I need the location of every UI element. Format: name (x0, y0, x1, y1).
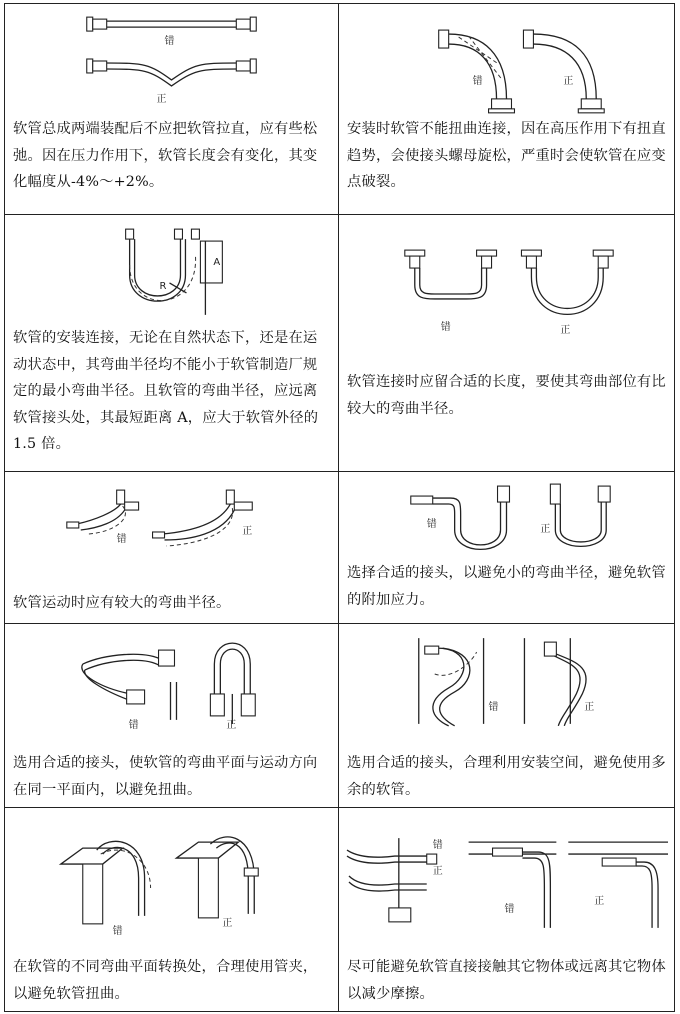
label-a: A (213, 257, 221, 269)
cell-text: 选用合适的接头，合理利用安装空间，避免使用多余的软管。 (347, 755, 666, 798)
label-wrong: 错 (112, 925, 123, 937)
cell-twist (339, 4, 675, 215)
slack-hose-figure (5, 4, 338, 116)
excess-hose-wrong (419, 638, 484, 726)
hose-clamp-figure (5, 808, 338, 948)
cell-space (339, 624, 675, 808)
mid-fitting (174, 229, 182, 239)
label-wrong: 错 (164, 36, 175, 48)
label-r: R (159, 280, 167, 292)
cell-clamp (5, 808, 339, 1012)
hose-length-figure (339, 215, 674, 355)
no-clamp-wrong (61, 841, 151, 924)
label-right: 正 (242, 525, 253, 537)
cell-text: 选择合适的接头，以避免小的弯曲半径，避免软管的附加应力。 (347, 565, 666, 608)
cell-text: 在软管的不同弯曲平面转换处，合理使用管夹，以避免软管扭曲。 (13, 959, 318, 1002)
large-radius-right (153, 490, 253, 546)
label-right-a: 正 (432, 866, 443, 878)
cell-text: 软管总成两端装配后不应把软管拉直，应有些松弛。因在压力作用下，软管长度会有变化，其变化幅度从-4%～+2%。 (13, 121, 318, 190)
label-right: 正 (584, 701, 595, 713)
cell-bend-plane (5, 624, 339, 808)
cell-friction (339, 808, 675, 1012)
small-radius-wrong (67, 490, 139, 534)
fitting-radius-figure (339, 472, 674, 560)
cell-length (339, 215, 675, 472)
install-space-figure (339, 624, 674, 738)
motion-radius-figure (5, 472, 338, 580)
aligned-plane-right (210, 643, 255, 724)
compact-hose-right (524, 638, 586, 726)
label-right-b: 正 (594, 895, 605, 907)
label-wrong-a: 错 (432, 840, 443, 852)
label-right: 正 (222, 917, 233, 929)
taut-hose-wrong (87, 17, 256, 31)
cell-text: 软管连接时应留合适的长度，要使其弯曲部位有比较大的弯曲半径。 (347, 374, 666, 417)
label-right: 正 (156, 93, 167, 105)
label-right: 正 (560, 324, 571, 336)
valve-hoses (347, 838, 437, 922)
cell-text: 软管的安装连接，无论在自然状态下，还是在运动状态中，其弯曲半径均不能小于软管制造厂规定的最小弯曲半径。且软管的弯曲半径，应远离软管接头处，其最短距离 A，应大于软管外径的 1.5 倍。 (13, 330, 319, 452)
twisted-hose-wrong (439, 30, 515, 113)
straight-fitting-wrong (411, 486, 510, 549)
label-wrong: 错 (426, 518, 437, 530)
bend-plane-figure (5, 624, 338, 738)
cell-text: 安装时软管不能扭曲连接，因在高压作用下有扭直趋势，会使接头螺母旋松，严重时会使软管在应变点破裂。 (347, 121, 666, 190)
rubbing-hose-wrong (469, 842, 557, 928)
cell-text: 软管运动时应有较大的弯曲半径。 (13, 595, 231, 611)
avoid-friction-figure (339, 808, 674, 948)
left-fitting (126, 229, 134, 239)
twisted-hose-figure (339, 4, 674, 116)
clear-hose-right (568, 842, 668, 928)
slack-hose-right (87, 59, 256, 86)
straight-hose-right (523, 30, 604, 113)
cell-fitting-radius (339, 472, 675, 624)
label-right: 正 (563, 75, 574, 87)
label-wrong: 错 (440, 321, 451, 333)
cell-text: 尽可能避免软管直接接触其它物体或远离其它物体以减少摩擦。 (347, 959, 666, 1002)
long-hose-right (521, 250, 613, 314)
label-wrong-b: 错 (504, 903, 515, 915)
label-wrong: 错 (116, 533, 127, 545)
label-right: 正 (540, 523, 551, 535)
label-right: 正 (226, 719, 237, 731)
right-fitting (191, 229, 199, 239)
hose-installation-table (4, 3, 675, 1012)
cell-text: 选用合适的接头，使软管的弯曲平面与运动方向在同一平面内，以避免扭曲。 (13, 755, 318, 798)
cell-motion-radius (5, 472, 339, 624)
label-wrong: 错 (128, 719, 139, 731)
label-wrong: 错 (488, 701, 499, 713)
elbow-fitting-right (550, 484, 610, 546)
with-clamp-right (176, 837, 258, 918)
bend-radius-figure (5, 215, 338, 325)
cell-bend-radius (5, 215, 339, 472)
short-hose-wrong (405, 250, 497, 299)
cell-slack (5, 4, 339, 215)
label-wrong: 错 (472, 75, 483, 87)
twisted-plane-wrong (82, 650, 177, 720)
